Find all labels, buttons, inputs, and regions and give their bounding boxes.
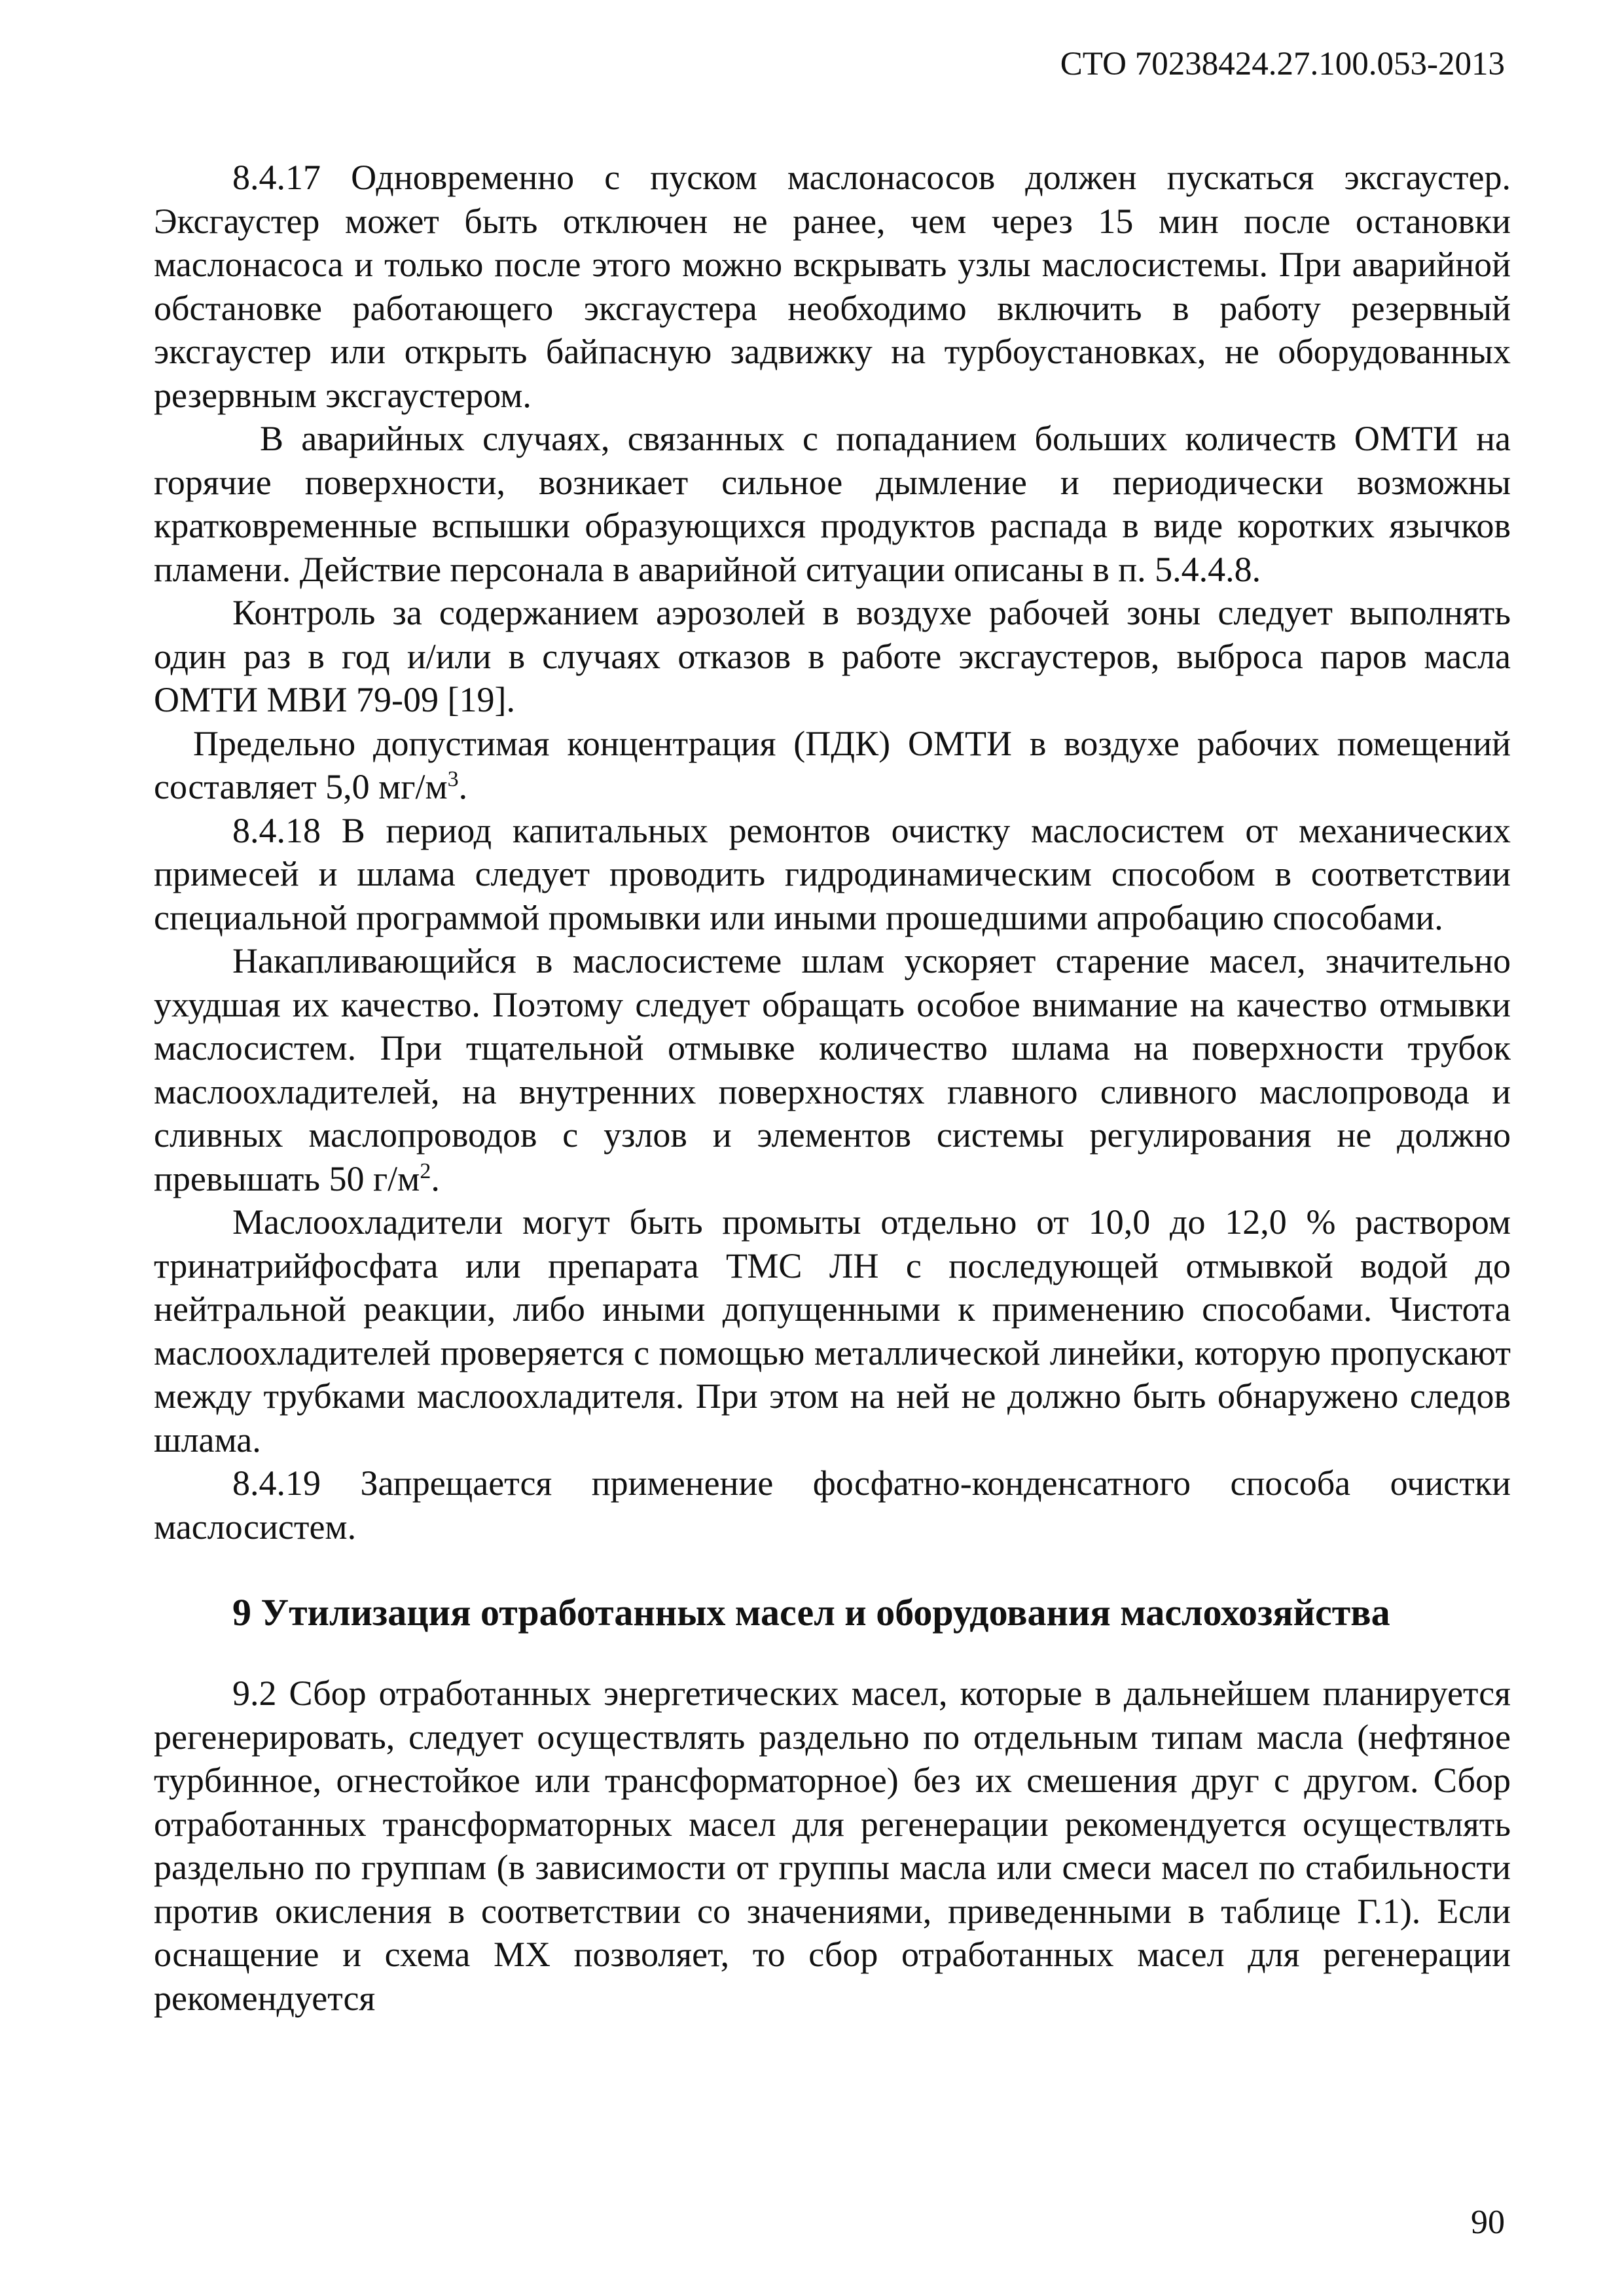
paragraph-8-4-19: 8.4.19 Запрещается применение фосфатно-конденсатного способа очистки маслосистем. — [154, 1463, 1511, 1547]
sludge-period: . — [431, 1158, 440, 1198]
paragraph-8-4-17: 8.4.17 Одновременно с пуском маслонасосов должен пускаться эксгаустер. Эксгаустер может быть отключен не ранее, чем через 15 мин после остановки маслонасоса и только после этого можно вскрывать узлы маслосистемы. При аварийной обстановке работающего эксгаустера необходимо включить в работу резервный эксгаустер или открыть байпасную задвижку на турбоустановках, не оборудованных резервным эксгаустером. — [154, 158, 1511, 415]
sludge-text: Накапливающийся в маслосистеме шлам ускоряет старение масел, значительно ухудшая их качество. Поэтому следует обращать особое внимание на качество отмывки маслосистем. При тщательной отмывке количество шлама на поверхности трубок маслоохладителей, на внутренних поверхностях главного сливного маслопровода и сливных маслопроводов с узлов и элементов системы регулирования не должно превышать 50 г/м — [154, 941, 1511, 1198]
pdk-text: Предельно допустимая концентрация (ПДК) ОМТИ в воздухе рабочих помещений составляет 5,0 мг/м — [154, 723, 1511, 806]
sludge-superscript: 2 — [420, 1158, 431, 1183]
paragraph-8-4-18: 8.4.18 В период капитальных ремонтов очистку маслосистем от механических примесей и шлама следует проводить гидродинамическим способом в соответствии специальной программой промывки или иными прошедшими апробацию способами. — [154, 810, 1511, 937]
page-number: 90 — [1471, 2204, 1505, 2241]
paragraph-emergency-cases: В аварийных случаях, связанных с попаданием больших количеств ОМТИ на горячие поверхности, возникает сильное дымление и периодически возможны кратковременные вспышки образующихся продуктов распада в виде коротких язычков пламени. Действие персонала в аварийной ситуации описаны в п. 5.4.4.8. — [154, 419, 1511, 589]
paragraph-aerosol-control: Контроль за содержанием аэрозолей в воздухе рабочей зоны следует выполнять один раз в год и/или в случаях отказов в работе эксгаустеров, выброса паров масла ОМТИ МВИ 79-09 [19]. — [154, 593, 1511, 719]
paragraph-sludge — [154, 939, 1511, 1200]
page-body — [154, 156, 1511, 2020]
document-code-header: СТО 70238424.27.100.053-2013 — [1060, 46, 1505, 82]
paragraph-oil-coolers: Маслоохладители могут быть промыты отдельно от 10,0 до 12,0 % раствором тринатрийфосфата или препарата ТМС ЛН с последующей отмывкой водой до нейтральной реакции, либо иными допущенными к применению способами. Чистота маслоохладителей проверяется с помощью металлической линейки, которую пропускают между трубками маслоохладителя. При этом на ней не должно быть обнаружено следов шлама. — [154, 1202, 1511, 1460]
pdk-superscript: 3 — [447, 767, 459, 791]
paragraph-9-2: 9.2 Сбор отработанных энергетических масел, которые в дальнейшем планируется регенерировать, следует осуществлять раздельно по отдельным типам масла (нефтяное турбинное, огнестойкое или трансформаторное) без их смешения друг с другом. Сбор отработанных трансформаторных масел для регенерации рекомендуется осуществлять раздельно по группам (в зависимости от группы масла или смеси масел по стабильности против окисления в соответствии со значениями, приведенными в таблице Г.1). Если оснащение и схема МХ позволяет, то сбор отработанных масел для регенерации рекомендуется — [154, 1674, 1511, 2018]
section-heading: 9 Утилизация отработанных масел и оборудования маслохозяйства — [232, 1591, 1390, 1634]
pdk-period: . — [458, 767, 468, 806]
paragraph-pdk — [154, 722, 1511, 809]
